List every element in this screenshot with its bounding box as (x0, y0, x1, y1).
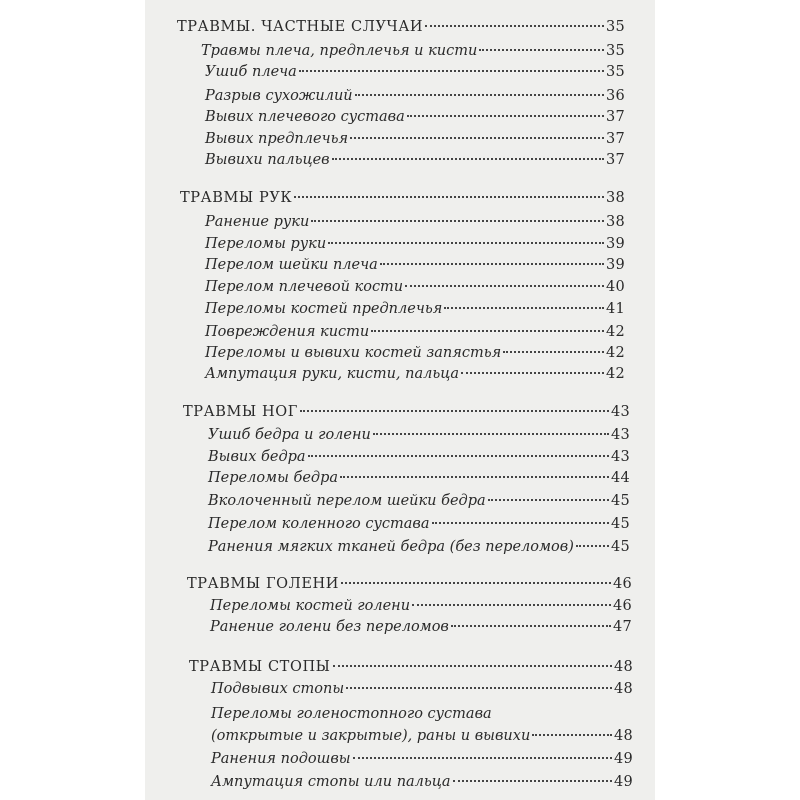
dot-leader (532, 734, 612, 736)
dot-leader (353, 757, 612, 759)
dot-leader (299, 70, 604, 72)
dot-leader (341, 582, 611, 584)
toc-section-heading (177, 17, 625, 37)
toc-section-heading-page: 38 (605, 190, 625, 206)
toc-entry (211, 772, 633, 792)
dot-leader (412, 604, 611, 606)
toc-entry (205, 343, 625, 363)
toc-entry-title: Ранение голени без переломов (210, 619, 449, 635)
toc-entry-page: 45 (610, 516, 630, 532)
dot-leader (350, 137, 604, 139)
toc-entry-title: Переломы и вывихи костей запястья (205, 345, 502, 361)
dot-leader (300, 410, 609, 412)
dot-leader (444, 307, 604, 309)
toc-entry-title: Ампутация стопы или пальца (211, 774, 451, 790)
toc-entry-page: 41 (605, 301, 625, 317)
toc-entry-title: (открытые и закрытые), раны и вывихи (211, 728, 531, 744)
toc-entry (208, 537, 630, 557)
toc-entry-page: 36 (605, 88, 625, 104)
toc-section-heading (189, 657, 633, 677)
dot-leader (333, 665, 612, 667)
toc-section-heading-page: 48 (613, 659, 633, 675)
dot-leader (346, 687, 612, 689)
toc-entry-page: 42 (605, 345, 625, 361)
toc-entry-title: Переломы костей предплечья (205, 301, 443, 317)
toc-entry (201, 41, 625, 61)
toc-section-heading-title: ТРАВМЫ СТОПЫ (189, 659, 331, 675)
toc-entry (211, 749, 633, 769)
toc-entry (205, 107, 625, 127)
toc-entry-title: Переломы бедра (208, 470, 339, 486)
toc-entry-title: Вывихи пальцев (205, 152, 330, 168)
dot-leader (407, 115, 604, 117)
dot-leader (340, 476, 609, 478)
toc-entry-page: 46 (612, 598, 632, 614)
dot-leader (405, 285, 604, 287)
toc-entry-page: 35 (605, 64, 625, 80)
toc-entry-page: 44 (610, 470, 630, 486)
toc-entry-title: Вывих бедра (208, 449, 306, 465)
toc-entry-title: Повреждения кисти (205, 324, 370, 340)
toc-entry-page: 38 (605, 214, 625, 230)
toc-entry (210, 617, 632, 637)
toc-section-heading-page: 46 (612, 576, 632, 592)
toc-section-heading-title: ТРАВМЫ. ЧАСТНЫЕ СЛУЧАИ (177, 19, 424, 35)
toc-entry-title: Травмы плеча, предплечья и кисти (201, 43, 478, 59)
dot-leader (332, 158, 604, 160)
dot-leader (311, 220, 604, 222)
dot-leader (328, 242, 604, 244)
toc-entry-page: 37 (605, 131, 625, 147)
toc-entry (208, 491, 630, 511)
dot-leader (488, 499, 609, 501)
toc-entry-page: 47 (612, 619, 632, 635)
dot-leader (451, 625, 611, 627)
toc-entry-title: Ушиб бедра и голени (208, 427, 371, 443)
toc-entry (208, 514, 630, 534)
toc-entry-page: 42 (605, 324, 625, 340)
dot-leader (294, 196, 604, 198)
dot-leader (373, 433, 609, 435)
toc-entry (205, 277, 625, 297)
toc-entry-title: Ампутация руки, кисти, пальца (205, 366, 460, 382)
toc-section-heading (187, 574, 632, 594)
toc-entry-page: 43 (610, 449, 630, 465)
toc-section-heading (183, 402, 630, 422)
toc-entry-page: 49 (613, 751, 633, 767)
dot-leader (355, 94, 604, 96)
toc-entry-title: Переломы руки (205, 236, 327, 252)
toc-entry-title: Ранение руки (205, 214, 310, 230)
toc-entry-title: Перелом плечевой кости (205, 279, 404, 295)
toc-entry (208, 447, 630, 467)
toc-entry-title: Вывих плечевого сустава (205, 109, 405, 125)
toc-entry-title: Перелом коленного сустава (208, 516, 430, 532)
book-page (145, 0, 655, 800)
dot-leader (380, 263, 604, 265)
table-of-contents (145, 0, 655, 800)
toc-entry-page: 43 (610, 427, 630, 443)
toc-entry (211, 679, 633, 699)
toc-entry (205, 364, 625, 384)
toc-entry-page: 39 (605, 236, 625, 252)
toc-entry (210, 596, 632, 616)
toc-entry (208, 468, 630, 488)
toc-entry-title: Перелом шейки плеча (205, 257, 378, 273)
dot-leader (479, 49, 604, 51)
dot-leader (461, 372, 604, 374)
toc-entry-page: 40 (605, 279, 625, 295)
toc-entry (205, 299, 625, 319)
toc-entry-title: Вколоченный перелом шейки бедра (208, 493, 486, 509)
toc-entry (205, 86, 625, 106)
dot-leader (453, 780, 612, 782)
toc-entry (205, 150, 625, 170)
toc-entry-page: 35 (605, 43, 625, 59)
toc-entry-title: Ушиб плеча (205, 64, 297, 80)
toc-entry-page: 42 (605, 366, 625, 382)
toc-entry-title: Вывих предплечья (205, 131, 349, 147)
toc-entry-page: 37 (605, 109, 625, 125)
dot-leader (308, 455, 609, 457)
toc-entry-title: Разрыв сухожилий (205, 88, 353, 104)
dot-leader (425, 25, 604, 27)
dot-leader (576, 545, 609, 547)
toc-entry-title: Переломы голеностопного сустава (211, 706, 492, 722)
toc-entry (208, 425, 630, 445)
toc-entry-page: 48 (613, 681, 633, 697)
toc-entry-title: Подвывих стопы (211, 681, 345, 697)
toc-section-heading (180, 188, 625, 208)
dot-leader (503, 351, 604, 353)
toc-entry (211, 726, 633, 746)
toc-section-heading-title: ТРАВМЫ РУК (180, 190, 293, 206)
dot-leader (432, 522, 609, 524)
toc-entry-title: Переломы костей голени (210, 598, 411, 614)
toc-section-heading-page: 43 (610, 404, 630, 420)
toc-entry (205, 212, 625, 232)
toc-entry (205, 129, 625, 149)
dot-leader (371, 330, 604, 332)
toc-section-heading-page: 35 (605, 19, 625, 35)
toc-entry (205, 322, 625, 342)
toc-entry-title: Ранения подошвы (211, 751, 351, 767)
toc-entry (205, 62, 625, 82)
toc-entry-title: Ранения мягких тканей бедра (без переломов) (208, 539, 574, 555)
toc-section-heading-title: ТРАВМЫ НОГ (183, 404, 298, 420)
toc-entry-page: 49 (613, 774, 633, 790)
toc-entry (205, 255, 625, 275)
toc-entry-page: 45 (610, 539, 630, 555)
toc-entry-page: 39 (605, 257, 625, 273)
toc-section-heading-title: ТРАВМЫ ГОЛЕНИ (187, 576, 340, 592)
toc-entry (205, 234, 625, 254)
toc-entry-page: 45 (610, 493, 630, 509)
toc-entry-page: 37 (605, 152, 625, 168)
toc-entry-page: 48 (613, 728, 633, 744)
